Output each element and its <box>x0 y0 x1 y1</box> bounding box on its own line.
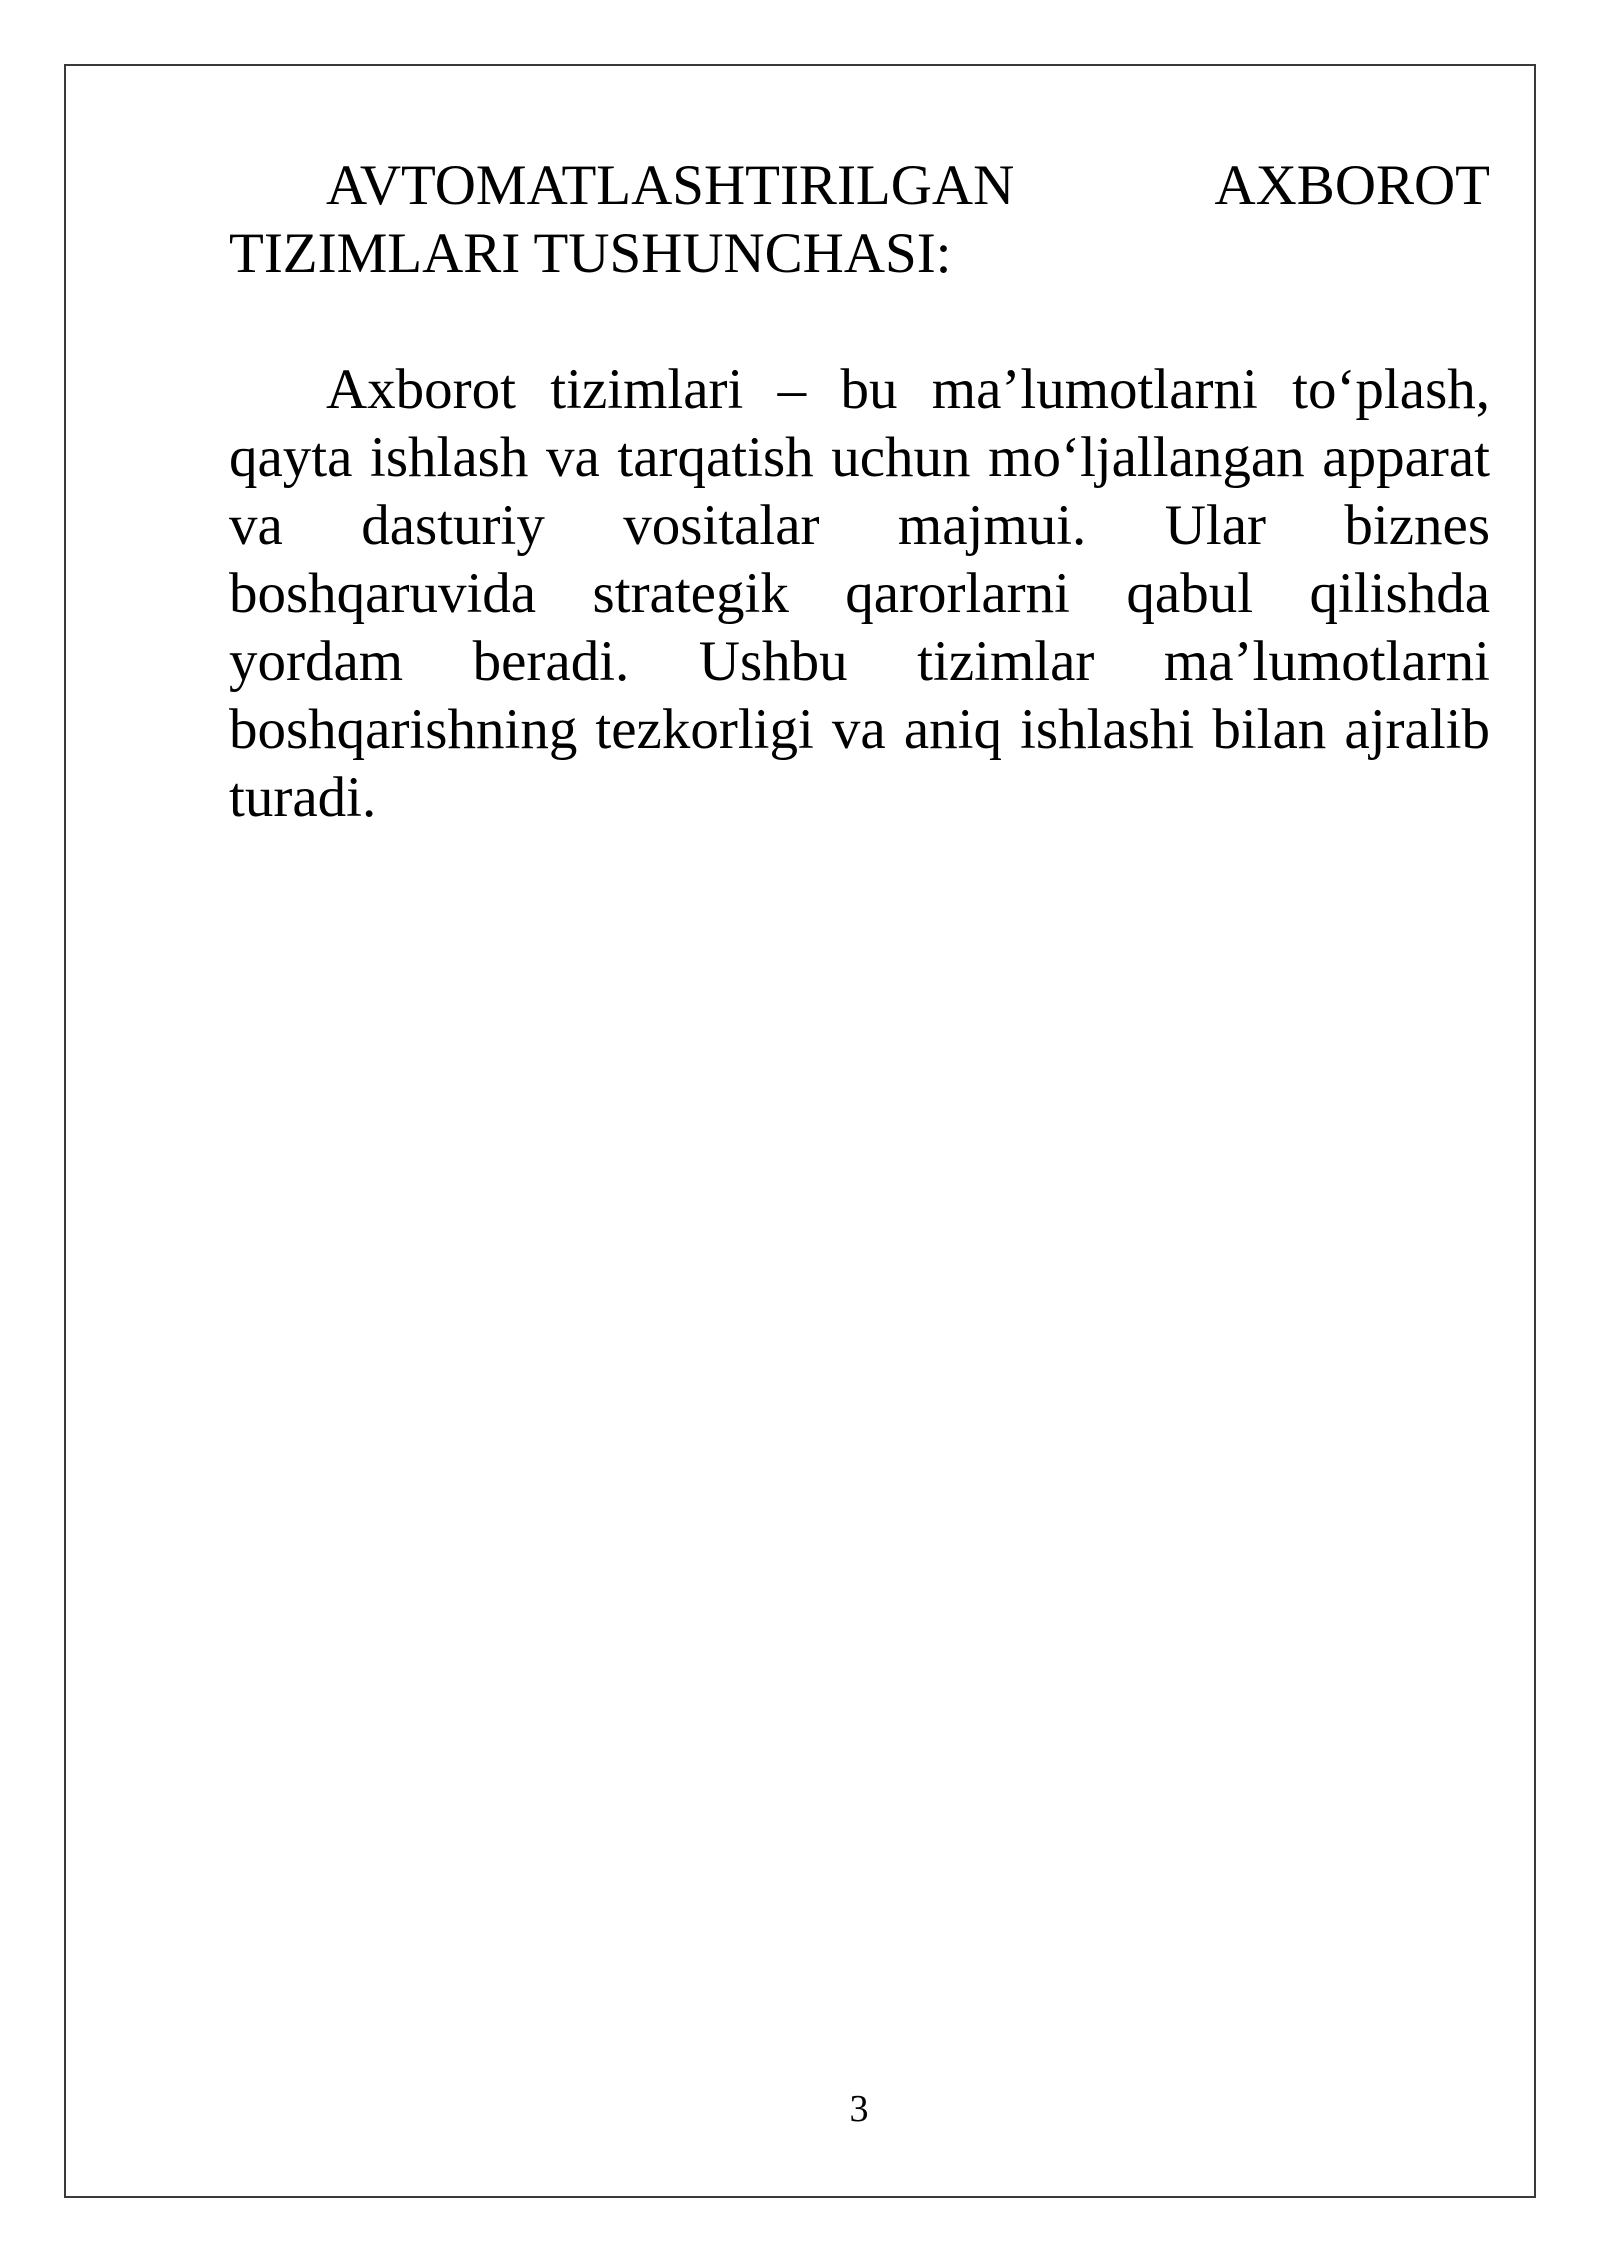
page-content <box>229 152 1490 832</box>
body-paragraph: Axborot tizimlari – bu ma’lumotlarni to‘plash, qayta ishlash va tarqatish uchun mo‘ljallangan apparat va dasturiy vositalar majmui. Ular biznes boshqaruvida strategik qarorlarni qabul qilishda yordam beradi. Ushbu tizimlar ma’lumotlarni boshqarishning tezkorligi va aniq ishlashi bilan ajralib turadi. <box>229 358 1490 829</box>
section-heading: AVTOMATLASHTIRILGAN AXBOROT TIZIMLARI TUSHUNCHASI: <box>229 154 1490 285</box>
page-number: 3 <box>849 2088 869 2130</box>
